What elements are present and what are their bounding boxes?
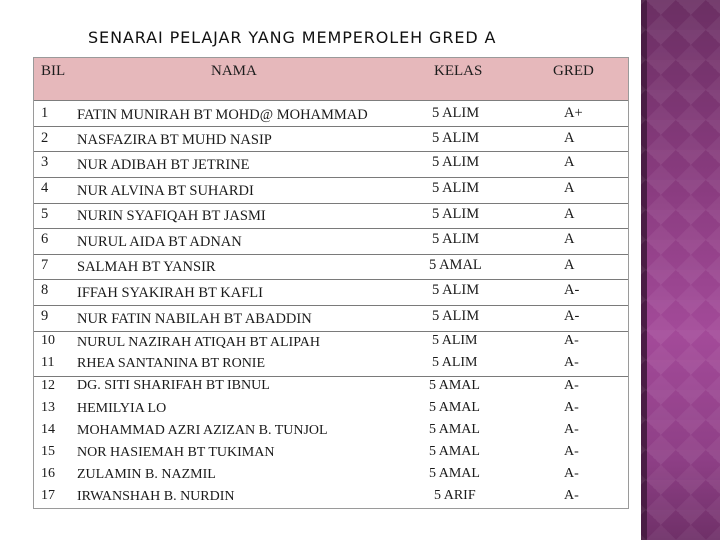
row-nama: IRWANSHAH B. NURDIN <box>77 489 235 504</box>
row-kelas: 5 ALIM <box>432 105 480 121</box>
row-kelas: 5 AMAL <box>429 466 480 481</box>
row-kelas: 5 ALIM <box>432 308 480 324</box>
table-row <box>34 377 628 399</box>
row-nama: NUR FATIN NABILAH BT ABADDIN <box>77 311 312 327</box>
row-gred: A- <box>564 282 580 298</box>
row-gred: A <box>564 257 575 273</box>
row-bil: 7 <box>41 257 49 273</box>
row-bil: 1 <box>41 105 49 121</box>
row-gred: A- <box>564 444 579 459</box>
row-gred: A- <box>564 400 579 415</box>
row-kelas: 5 ALIM <box>432 180 480 196</box>
row-kelas: 5 ALIM <box>432 130 480 146</box>
row-bil: 2 <box>41 130 49 146</box>
row-kelas: 5 AMAL <box>429 378 480 393</box>
row-bil: 3 <box>41 154 49 170</box>
row-kelas: 5 ALIM <box>432 282 480 298</box>
table-row <box>34 152 628 178</box>
table-row <box>34 255 628 280</box>
table-row <box>34 399 628 421</box>
row-nama: NURIN SYAFIQAH BT JASMI <box>77 208 266 224</box>
table-header <box>34 58 628 101</box>
table-row <box>34 229 628 255</box>
row-gred: A- <box>564 466 579 481</box>
table-row <box>34 280 628 306</box>
table-row <box>34 101 628 127</box>
row-bil: 8 <box>41 282 49 298</box>
row-bil: 10 <box>41 333 55 348</box>
header-gred: GRED <box>553 63 594 79</box>
table-row <box>34 487 628 508</box>
row-kelas: 5 ALIM <box>432 206 480 222</box>
row-gred: A- <box>564 355 579 370</box>
table-row <box>34 354 628 377</box>
table-row <box>34 178 628 204</box>
row-bil: 13 <box>41 400 55 415</box>
header-bil: BIL <box>41 63 66 79</box>
row-kelas: 5 ALIM <box>432 154 480 170</box>
row-nama: NASFAZIRA BT MUHD NASIP <box>77 132 272 148</box>
row-gred: A- <box>564 422 579 437</box>
table-row <box>34 443 628 465</box>
row-nama: DG. SITI SHARIFAH BT IBNUL <box>77 378 270 393</box>
row-gred: A <box>564 231 575 247</box>
table-row <box>34 332 628 354</box>
row-nama: SALMAH BT YANSIR <box>77 259 216 275</box>
row-kelas: 5 ALIM <box>432 355 478 370</box>
row-nama: NUR ADIBAH BT JETRINE <box>77 157 250 173</box>
table-row <box>34 204 628 229</box>
grade-table <box>33 57 629 509</box>
row-gred: A <box>564 180 575 196</box>
row-kelas: 5 ALIM <box>432 231 480 247</box>
row-gred: A- <box>564 378 579 393</box>
row-nama: HEMILYIA LO <box>77 401 167 416</box>
row-bil: 15 <box>41 444 55 459</box>
row-gred: A <box>564 206 575 222</box>
row-gred: A- <box>564 333 579 348</box>
row-nama: NURUL AIDA BT ADNAN <box>77 234 242 250</box>
row-bil: 14 <box>41 422 55 437</box>
row-kelas: 5 ARIF <box>434 488 476 503</box>
row-gred: A- <box>564 308 580 324</box>
row-gred: A- <box>564 488 579 503</box>
row-nama: FATIN MUNIRAH BT MOHD@ MOHAMMAD <box>77 107 368 123</box>
row-kelas: 5 AMAL <box>429 444 480 459</box>
row-nama: NUR ALVINA BT SUHARDI <box>77 183 254 199</box>
row-bil: 6 <box>41 231 49 247</box>
row-bil: 16 <box>41 466 55 481</box>
header-kelas: KELAS <box>434 63 483 79</box>
table-row <box>34 127 628 152</box>
header-nama: NAMA <box>211 63 257 79</box>
row-bil: 5 <box>41 206 49 222</box>
row-gred: A+ <box>564 105 583 121</box>
row-gred: A <box>564 130 575 146</box>
row-kelas: 5 AMAL <box>429 422 480 437</box>
row-nama: IFFAH SYAKIRAH BT KAFLI <box>77 285 263 301</box>
row-bil: 12 <box>41 378 55 393</box>
row-bil: 17 <box>41 488 55 503</box>
row-bil: 11 <box>41 355 55 370</box>
table-row <box>34 306 628 332</box>
row-nama: NURUL NAZIRAH ATIQAH BT ALIPAH <box>77 335 320 350</box>
row-nama: NOR HASIEMAH BT TUKIMAN <box>77 445 275 460</box>
page-title: SENARAI PELAJAR YANG MEMPEROLEH GRED A <box>88 28 497 47</box>
row-kelas: 5 ALIM <box>432 333 478 348</box>
table-row <box>34 465 628 487</box>
row-kelas: 5 AMAL <box>429 257 482 273</box>
table-row <box>34 421 628 443</box>
row-kelas: 5 AMAL <box>429 400 480 415</box>
row-nama: ZULAMIN B. NAZMIL <box>77 467 216 482</box>
row-nama: RHEA SANTANINA BT RONIE <box>77 356 266 371</box>
row-bil: 4 <box>41 180 49 196</box>
row-gred: A <box>564 154 575 170</box>
row-bil: 9 <box>41 308 49 324</box>
decorative-side-panel <box>641 0 720 540</box>
row-nama: MOHAMMAD AZRI AZIZAN B. TUNJOL <box>77 423 328 438</box>
